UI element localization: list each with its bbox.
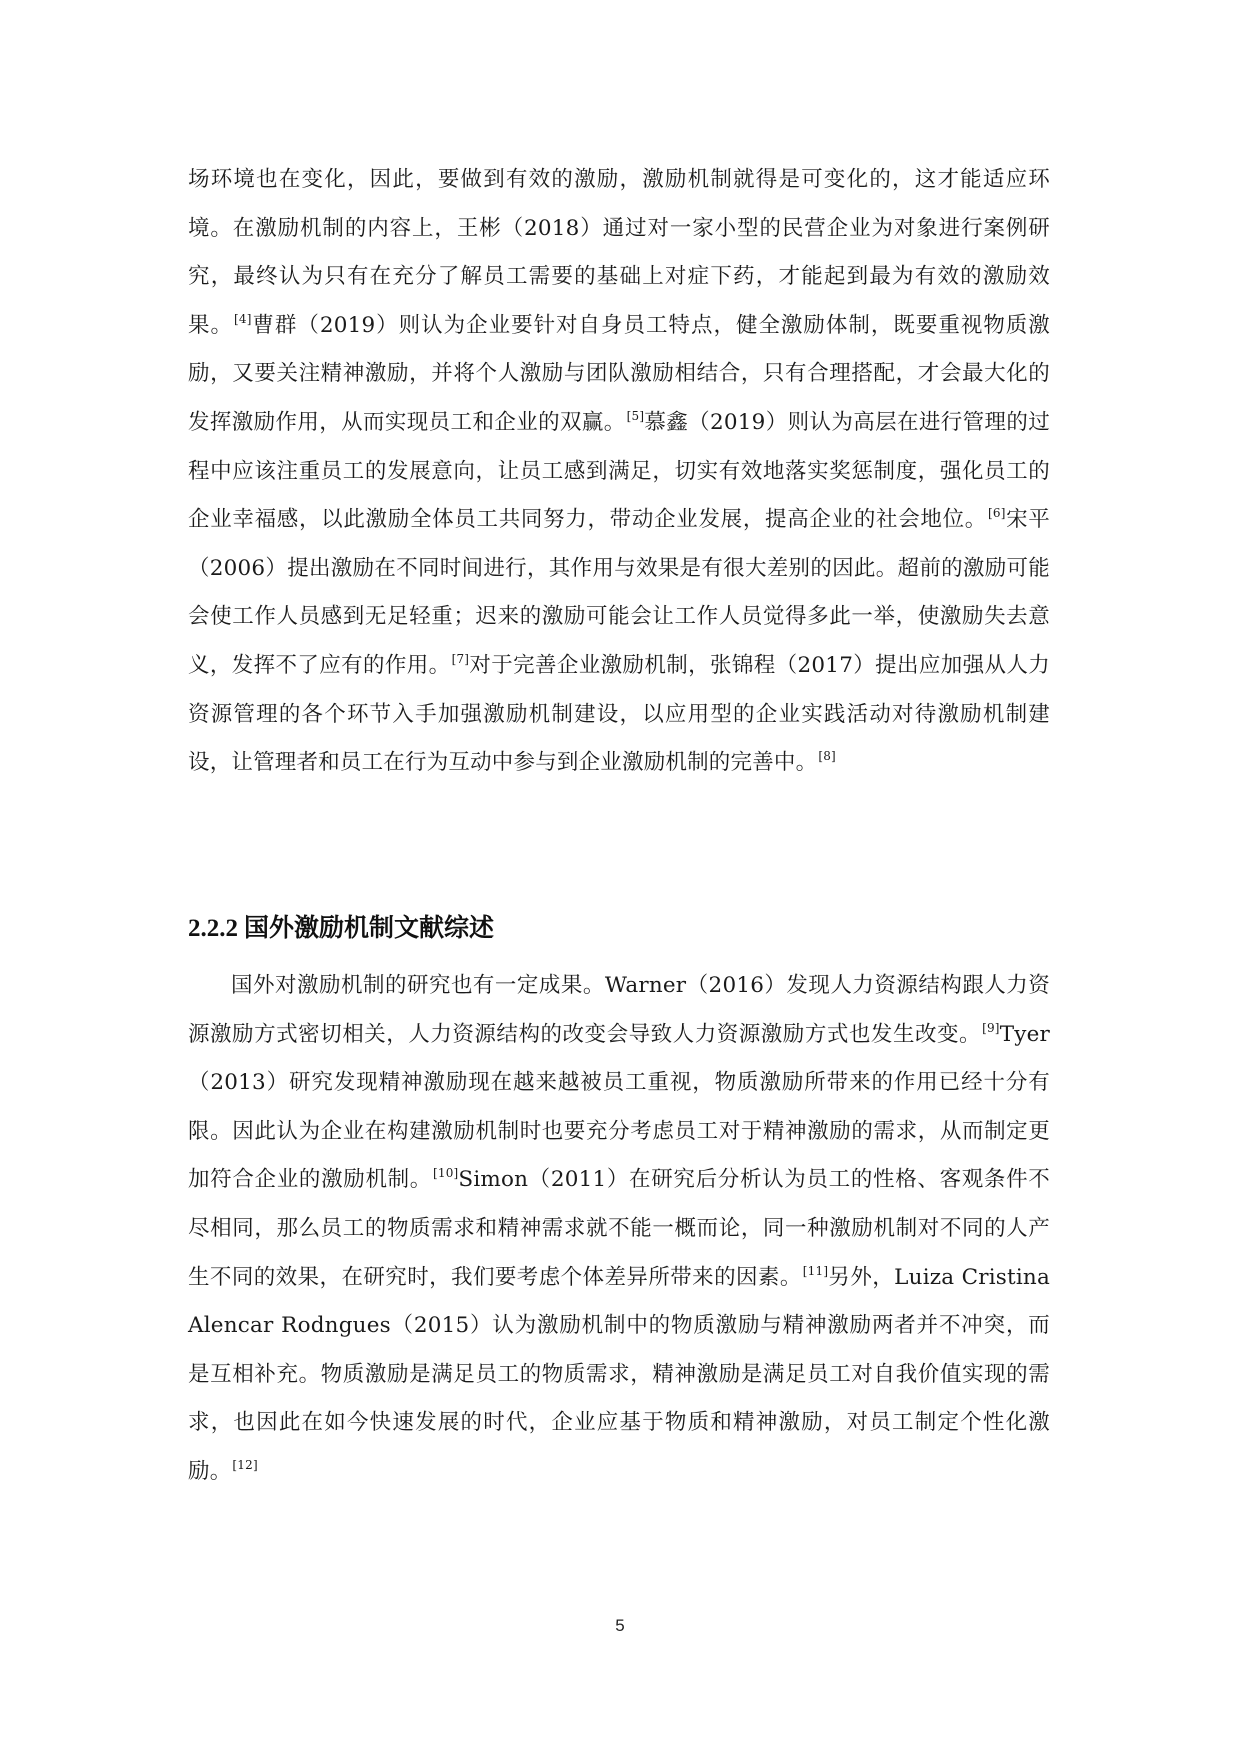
sentence: Simon（2011）在研究后分析认为员工的性格、客观条件不尽相同，那么员工的物质需求和精神需求就不能一概而论，同一种激励机制对不同的人产生不同的效果，在研究时，我们要考虑个体差异所带来的因素。: [188, 1167, 1050, 1290]
body-paragraph-domestic-review: [188, 156, 1050, 788]
section-number: 2.2.2: [188, 915, 238, 942]
citation-ref: [10]: [432, 1166, 459, 1181]
sentence: 另外，Luiza Cristina Alencar Rodngues（2015）认为激励机制中的物质激励与精神激励两者并不冲突，而是互相补充。物质激励是满足员工的物质需求，精神激励是满足员工对自我价值实现的需求，也因此在如今快速发展的时代，企业应基于物质和精神激励，对员工制定个性化激励。: [188, 1264, 1051, 1484]
sentence: 慕鑫（2019）则认为高层在进行管理的过程中应该注重员工的发展意向，让员工感到满足，切实有效地落实奖惩制度，强化员工的企业幸福感，以此激励全体员工共同努力，带动企业发展，提高企业的社会地位。: [188, 409, 1050, 533]
sentence: 曹群（2019）则认为企业要针对自身员工特点，健全激励体制，既要重视物质激励，又要关注精神激励，并将个人激励与团队激励相结合，只有合理搭配，才会最大化的发挥激励作用，从而实现员工和企业的双赢。: [188, 312, 1050, 435]
citation-ref: [7]: [451, 651, 470, 666]
body-paragraph-foreign-review: [188, 962, 1050, 1497]
section-heading: [188, 908, 494, 949]
section-title: 国外激励机制文献综述: [244, 913, 495, 942]
citation-ref: [11]: [802, 1263, 829, 1278]
page-number: 5: [615, 1616, 625, 1635]
citation-ref: [9]: [982, 1020, 1000, 1035]
sentence: 场环境也在变化，因此，要做到有效的激励，激励机制就得是可变化的，这才能适应环境。在激励机制的内容上，王彬（2018）通过对一家小型的民营企业为对象进行案例研究，最终认为只有在充分了解员工需要的基础上对症下药，才能起到最为有效的激励效果。: [188, 167, 1050, 338]
citation-ref: [4]: [233, 311, 252, 326]
sentence: Tyer（2013）研究发现精神激励现在越来越被员工重视，物质激励所带来的作用已经十分有限。因此认为企业在构建激励机制时也要充分考虑员工对于精神激励的需求，从而制定更加符合企业的激励机制。: [188, 1021, 1050, 1193]
sentence: 国外对激励机制的研究也有一定成果。Warner（2016）发现人力资源结构跟人力资源激励方式密切相关，人力资源结构的改变会导致人力资源激励方式也发生改变。: [188, 973, 1050, 1047]
citation-ref: [8]: [818, 749, 836, 764]
citation-ref: [5]: [626, 408, 645, 423]
sentence: 宋平（2006）提出激励在不同时间进行，其作用与效果是有很大差别的因此。超前的激励可能会使工作人员感到无足轻重；迟来的激励可能会让工作人员觉得多此一举，使激励失去意义，发挥不了应有的作用。: [188, 507, 1050, 678]
sentence: 对于完善企业激励机制，张锦程（2017）提出应加强从人力资源管理的各个环节入手加强激励机制建设，以应用型的企业实践活动对待激励机制建设，让管理者和员工在行为互动中参与到企业激励机制的完善中。: [188, 652, 1050, 776]
citation-ref: [12]: [232, 1457, 258, 1472]
citation-ref: [6]: [987, 506, 1006, 521]
